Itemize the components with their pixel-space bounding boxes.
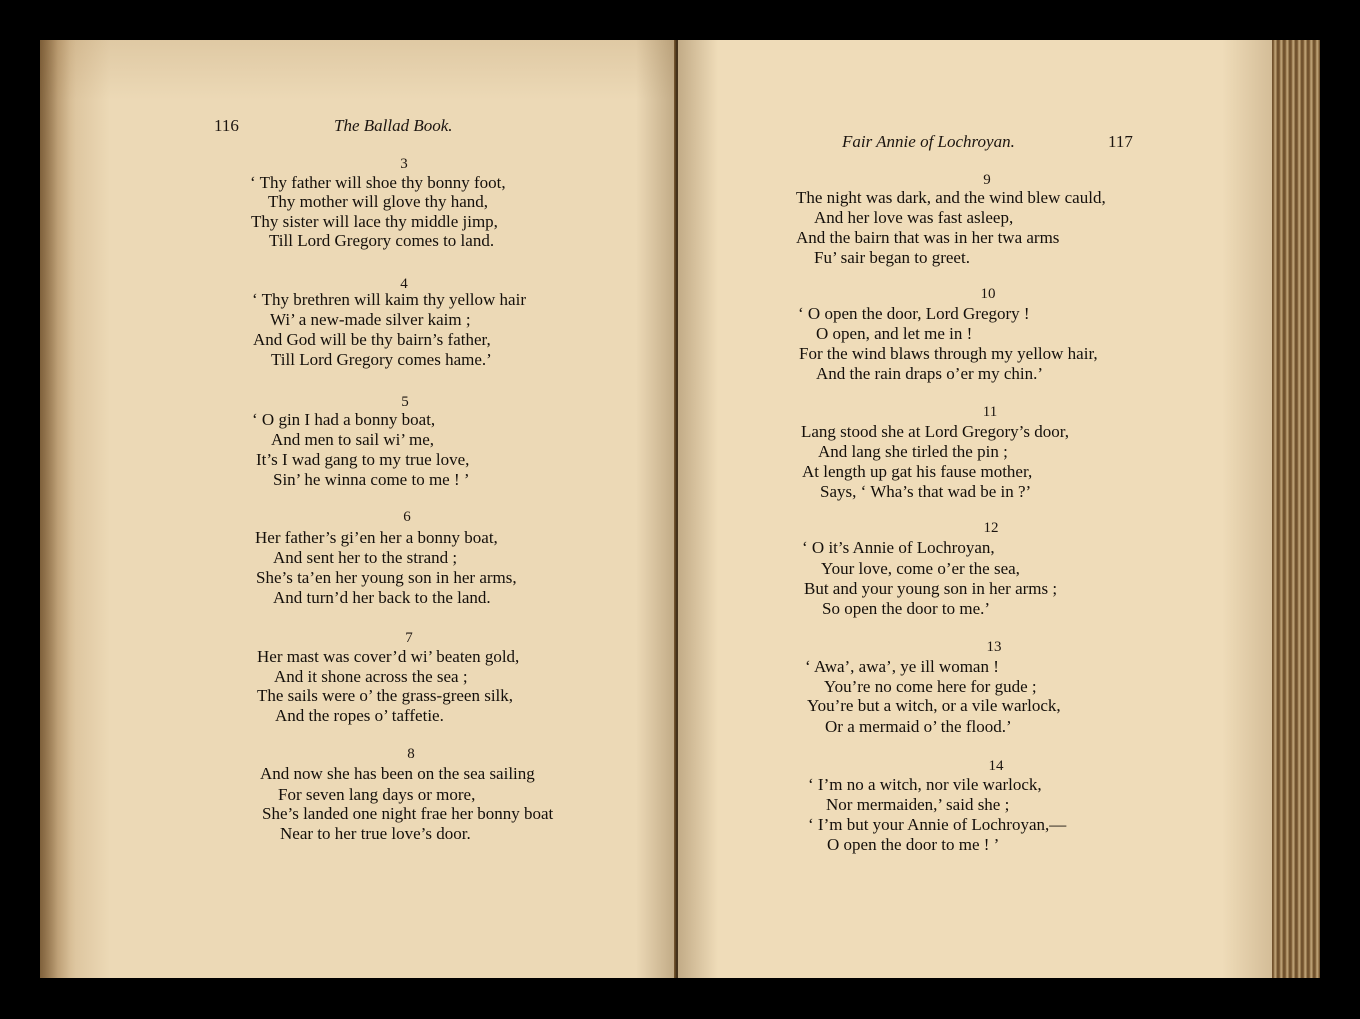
running-title: The Ballad Book. <box>334 116 453 135</box>
verse-line: And lang she tirled the pin ; <box>818 442 1008 461</box>
verse-line: ‘ O gin I had a bonny boat, <box>252 410 436 429</box>
verse-line: Near to her true love’s door. <box>280 824 471 843</box>
verse-line: And turn’d her back to the land. <box>273 588 491 607</box>
verse-line: ‘ I’m but your Annie of Lochroyan,— <box>808 815 1067 834</box>
verse-line: And the bairn that was in her twa arms <box>796 228 1060 247</box>
book-spread <box>40 40 1320 978</box>
stanza-number: 8 <box>407 746 415 762</box>
verse-line: Sin’ he winna come to me ! ’ <box>273 470 470 489</box>
verse-line: Her father’s gi’en her a bonny boat, <box>255 528 498 547</box>
verse-line: And sent her to the strand ; <box>273 548 458 567</box>
stanza-number: 9 <box>983 172 991 188</box>
verse-line: You’re no come here for gude ; <box>824 677 1037 696</box>
running-title: Fair Annie of Lochroyan. <box>842 132 1015 151</box>
verse-line: ‘ O open the door, Lord Gregory ! <box>798 304 1030 323</box>
verse-line: For the wind blaws through my yellow hair, <box>799 344 1098 363</box>
verse-line: Fu’ sair began to greet. <box>814 248 970 267</box>
verse-line: But and your young son in her arms ; <box>804 579 1058 598</box>
verse-line: O open the door to me ! ’ <box>827 835 1000 854</box>
page-edge-shadow <box>40 40 76 978</box>
verse-line: Nor mermaiden,’ said she ; <box>826 795 1010 814</box>
verse-line: And now she has been on the sea sailing <box>260 764 535 783</box>
stanza-number: 14 <box>988 758 1004 774</box>
verse-line: She’s landed one night frae her bonny boat <box>262 804 554 823</box>
stanza-number: 13 <box>986 639 1002 655</box>
verse-line: Or a mermaid o’ the flood.’ <box>825 717 1012 736</box>
verse-line: It’s I wad gang to my true love, <box>256 450 470 469</box>
verse-line: Says, ‘ Wha’s that wad be in ?’ <box>820 482 1032 501</box>
verse-line: O open, and let me in ! <box>816 324 973 343</box>
verse-line: Wi’ a new-made silver kaim ; <box>270 310 471 329</box>
stanza-number: 3 <box>400 156 408 172</box>
stanza-number: 5 <box>401 394 409 410</box>
verse-line: You’re but a witch, or a vile warlock, <box>807 696 1061 715</box>
verse-line: ‘ O it’s Annie of Lochroyan, <box>802 538 995 557</box>
page-number: 116 <box>214 116 239 135</box>
verse-line: ‘ I’m no a witch, nor vile warlock, <box>808 775 1042 794</box>
verse-line: And God will be thy bairn’s father, <box>253 330 491 349</box>
page-number: 117 <box>1108 132 1133 151</box>
stanza-number: 6 <box>403 509 411 525</box>
verse-line: Thy sister will lace thy middle jimp, <box>251 212 498 231</box>
stanza-number: 12 <box>983 520 999 536</box>
verse-line: Lang stood she at Lord Gregory’s door, <box>801 422 1069 441</box>
page-edges <box>1272 40 1320 978</box>
verse-line: Till Lord Gregory comes to land. <box>269 231 495 250</box>
stanza-number: 10 <box>980 286 996 302</box>
stanza-number: 11 <box>982 404 998 420</box>
verse-line: And men to sail wi’ me, <box>271 430 435 449</box>
verse-line: She’s ta’en her young son in her arms, <box>256 568 517 587</box>
verse-line: Her mast was cover’d wi’ beaten gold, <box>257 647 520 666</box>
stanza-number: 7 <box>405 630 413 646</box>
verse-line: At length up gat his fause mother, <box>802 462 1033 481</box>
right-page <box>678 40 1272 978</box>
verse-line: For seven lang days or more, <box>278 785 476 804</box>
verse-line: The night was dark, and the wind blew cauld, <box>796 188 1106 207</box>
verse-line: ‘ Thy brethren will kaim thy yellow hair <box>252 290 526 309</box>
verse-line: So open the door to me.’ <box>822 599 991 618</box>
verse-line: The sails were o’ the grass-green silk, <box>257 686 514 705</box>
verse-line: Till Lord Gregory comes hame.’ <box>271 350 492 369</box>
verse-line: ‘ Awa’, awa’, ye ill woman ! <box>805 657 999 676</box>
verse-line: And her love was fast asleep, <box>814 208 1014 227</box>
verse-line: Thy mother will glove thy hand, <box>268 192 489 211</box>
verse-line: ‘ Thy father will shoe thy bonny foot, <box>250 173 506 192</box>
left-page <box>40 40 676 978</box>
stanza-number: 4 <box>400 276 408 292</box>
verse-line: Your love, come o’er the sea, <box>821 559 1020 578</box>
verse-line: And it shone across the sea ; <box>274 667 468 686</box>
verse-line: And the ropes o’ taffetie. <box>275 706 444 725</box>
verse-line: And the rain draps o’er my chin.’ <box>816 364 1044 383</box>
